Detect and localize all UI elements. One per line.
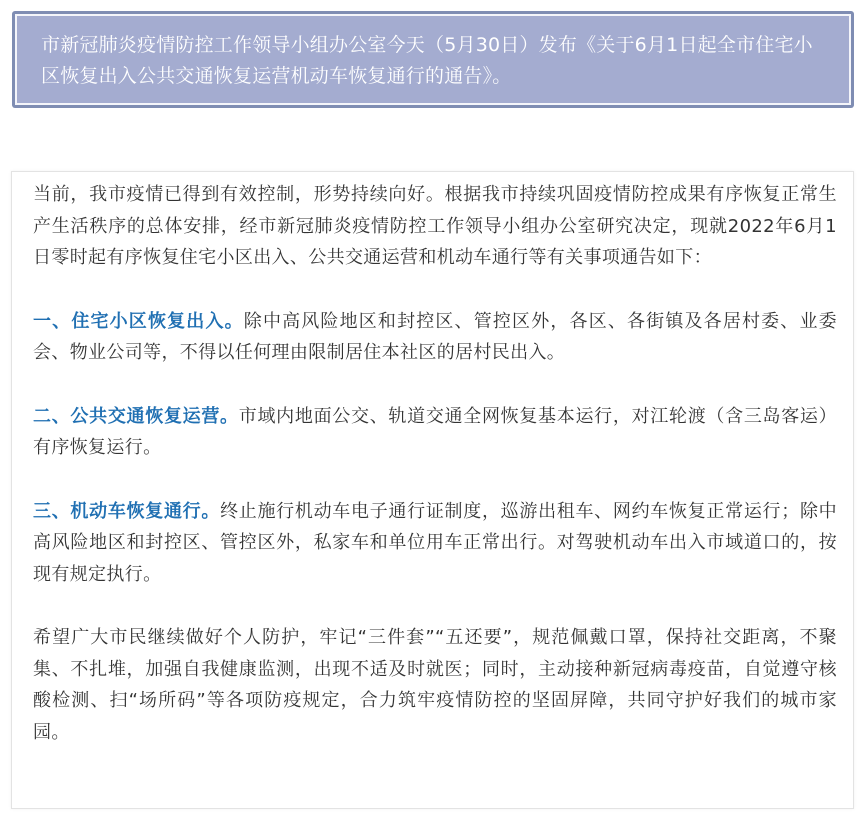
section-public-transport-body: 市域内地面公交、轨道交通全网恢复基本运行，对江轮渡（含三岛客运）有序恢复运行。 <box>33 405 837 458</box>
section-motor-vehicles-body: 终止施行机动车电子通行证制度，巡游出租车、网约车恢复正常运行；除中高风险地区和封控区、管控区外，私家车和单位用车正常出行。对驾驶机动车出入市域道口的，按现有规定执行。 <box>33 500 838 585</box>
section-public-transport-heading: 二、公共交通恢复运营。 <box>33 405 239 427</box>
paragraph-spacer <box>33 274 837 306</box>
summary-banner-inner <box>15 14 851 105</box>
intro-paragraph: 当前，我市疫情已得到有效控制，形势持续向好。根据我市持续巩固疫情防控成果有序恢复正常生产生活秩序的总体安排，经市新冠肺炎疫情防控工作领导小组办公室研究决定，现就2022年6月1日零时起有序恢复住宅小区出入、公共交通运营和机动车通行等有关事项通告如下： <box>33 184 837 268</box>
section-motor-vehicles-heading: 三、机动车恢复通行。 <box>33 500 221 522</box>
announcement-article <box>11 171 854 809</box>
section-residential-body: 除中高风险地区和封控区、管控区外，各区、各街镇及各居村委、业委会、物业公司等，不得以任何理由限制居住本社区的居村民出入。 <box>33 310 837 363</box>
section-residential <box>33 306 837 369</box>
summary-banner <box>12 11 854 108</box>
paragraph-spacer <box>33 464 837 496</box>
section-public-transport <box>33 401 837 464</box>
section-motor-vehicles <box>33 496 837 591</box>
summary-banner-text: 市新冠肺炎疫情防控工作领导小组办公室今天（5月30日）发布《关于6月1日起全市住宅小区恢复出入公共交通恢复运营机动车恢复通行的通告》。 <box>41 34 813 87</box>
paragraph-spacer <box>33 590 837 622</box>
section-residential-heading: 一、住宅小区恢复出入。 <box>33 310 244 332</box>
closing-paragraph: 希望广大市民继续做好个人防护，牢记“三件套”“五还要”，规范佩戴口罩，保持社交距离，不聚集、不扎堆，加强自我健康监测，出现不适及时就医；同时，主动接种新冠病毒疫苗，自觉遵守核酸检测、扫“场所码”等各项防疫规定，合力筑牢疫情防控的坚固屏障，共同守护好我们的城市家园。 <box>33 627 837 743</box>
paragraph-spacer <box>33 369 837 401</box>
